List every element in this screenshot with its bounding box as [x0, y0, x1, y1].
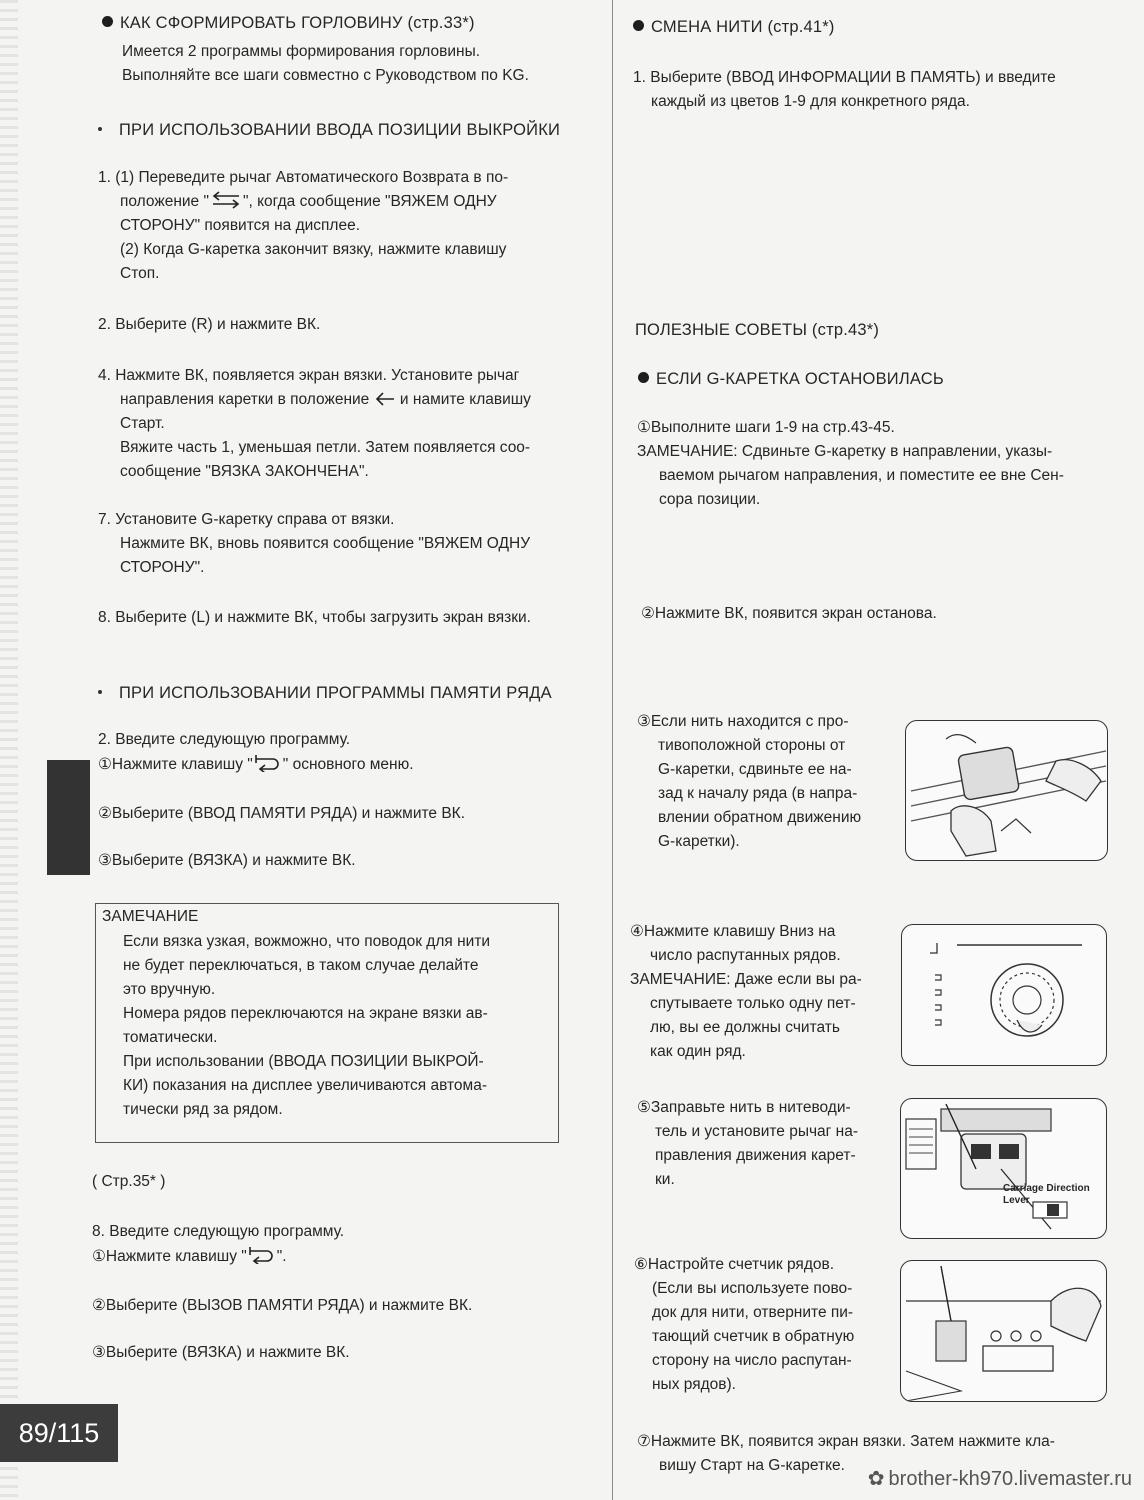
- tip-step-6: ⑥Настройте счетчик рядов. (Если вы используете пово- док для нити, отверните пи- тающий счетчик в обратную сторону на число распутан- ных рядов).: [634, 1256, 855, 1393]
- figure-row-counter: [900, 1260, 1107, 1402]
- dot-icon: [98, 127, 102, 131]
- left-arrow-icon: [374, 391, 396, 407]
- page-reference-35: ( Стр.35* ): [92, 1173, 166, 1190]
- heading-yarn-change: СМЕНА НИТИ (стр.41*): [633, 15, 835, 39]
- recall-substep-1: ①Нажмите клавишу " ".: [92, 1248, 287, 1265]
- tip-step-4: ④Нажмите клавишу Вниз на число распутанных рядов. ЗАМЕЧАНИЕ: Даже если вы ра- спутываете только одну пет- лю, вы ее должны считать как один ряд.: [630, 923, 862, 1060]
- fig5-caption: Carriage Direction Lever: [1003, 1183, 1090, 1206]
- yarn-feeder-illustration: [901, 1099, 1106, 1238]
- figure-carriage-hands: [905, 720, 1108, 861]
- heading-neckline: КАК СФОРМИРОВАТЬ ГОРЛОВИНУ (стр.33*): [102, 11, 475, 35]
- heading-carriage-stopped: ЕСЛИ G-КАРЕТКА ОСТАНОВИЛАСЬ: [638, 367, 944, 391]
- heading-useful-tips: ПОЛЕЗНЫЕ СОВЕТЫ (стр.43*): [635, 321, 880, 339]
- row-memory-substep-2: ②Выберите (ВВОД ПАМЯТИ РЯДА) и нажмите ВК.: [98, 805, 466, 822]
- heading-pattern-position: ПРИ ИСПОЛЬЗОВАНИИ ВВОДА ПОЗИЦИИ ВЫКРОЙКИ: [98, 118, 560, 142]
- menu-return-key-icon: [253, 754, 283, 772]
- column-divider: [612, 0, 613, 1500]
- row-memory-step-2: 2. Введите следующую программу.: [98, 731, 351, 748]
- step-2: 2. Выберите (R) и нажмите ВК.: [98, 316, 321, 333]
- section-tab-marker: [47, 760, 90, 875]
- tip-step-5: ⑤Заправьте нить в нитеводи- тель и установите рычаг на- правления движения карет- ки.: [637, 1099, 858, 1188]
- auto-return-arrows-icon: [209, 191, 243, 209]
- note-text: Если вязка узкая, вожможно, что поводок для нити не будет переключаться, в таком случае делайте это вручную. Номера рядов переключаются на экране вязки ав- томатически. При использовании (ВВОДА ПОЗИЦИИ ВЫКРОЙ- КИ) показания на дисплее увеличиваются автома- тически ряд за рядом.: [123, 933, 491, 1118]
- dot-icon: [98, 690, 102, 694]
- tip-step-2: ②Нажмите ВК, появится экран останова.: [641, 605, 937, 622]
- step-8: 8. Выберите (L) и нажмите ВК, чтобы загрузить экран вязки.: [98, 609, 531, 626]
- menu-return-key-icon: [247, 1246, 277, 1264]
- tip-step-3: ③Если нить находится с про- тивоположной стороны от G-каретки, сдвиньте ее на- зад к началу ряда (в напра- влении обратном движению G-каретки).: [637, 713, 862, 850]
- row-memory-substep-3: ③Выберите (ВЯЗКА) и нажмите ВК.: [98, 852, 356, 869]
- row-memory-substep-1: ①Нажмите клавишу " " основного меню.: [98, 756, 414, 773]
- bullet-icon: [102, 16, 113, 27]
- note-title: ЗАМЕЧАНИЕ: [102, 908, 199, 925]
- bullet-icon: [638, 372, 649, 383]
- carriage-hands-illustration: [906, 721, 1107, 860]
- row-counter-illustration: [901, 1261, 1106, 1401]
- step-1: 1. (1) Переведите рычаг Автоматического Возврата в по- положение " ", когда сообщение "ВЯЖЕМ ОДНУ СТОРОНУ" появится на дисплее. (2) Когда G-каретка закончит вязку, нажмите клавишу Стоп.: [98, 169, 509, 282]
- tip-step-1: ①Выполните шаги 1-9 на стр.43-45. ЗАМЕЧАНИЕ: Сдвиньте G-каретку в направлении, указы- ваемом рычагом направления, и поместите ее вне Сен- сора позиции.: [637, 419, 1064, 508]
- scan-edge: [0, 0, 18, 1500]
- neckline-intro: Имеется 2 программы формирования горловины. Выполняйте все шаги совместно с Руководством по KG.: [122, 43, 529, 84]
- recall-substep-3: ③Выберите (ВЯЗКА) и нажмите ВК.: [92, 1344, 350, 1361]
- figure-carriage-direction-lever: [900, 1098, 1107, 1239]
- watermark: ✿ brother-kh970.livemaster.ru: [867, 1468, 1132, 1490]
- recall-substep-2: ②Выберите (ВЫЗОВ ПАМЯТИ РЯДА) и нажмите ВК.: [92, 1297, 473, 1314]
- tip-step-7: ⑦Нажмите ВК, появится экран вязки. Затем нажмите кла- вишу Старт на G-каретке.: [637, 1433, 1055, 1474]
- step-7: 7. Установите G-каретку справа от вязки. Нажмите ВК, вновь появится сообщение "ВЯЖЕМ ОДНУ СТОРОНУ".: [98, 511, 531, 576]
- yarn-change-step-1: 1. Выберите (ВВОД ИНФОРМАЦИИ В ПАМЯТЬ) и введите каждый из цветов 1-9 для конкретного ряда.: [633, 69, 1056, 110]
- step-4: 4. Нажмите ВК, появляется экран вязки. Установите рычаг направления каретки в положение и намите клавишу Старт. Вяжите часть 1, уменьшая петли. Затем появляется соо- сообщение "ВЯЗКА ЗАКОНЧЕНА".: [98, 367, 531, 480]
- heading-row-memory: ПРИ ИСПОЛЬЗОВАНИИ ПРОГРАММЫ ПАМЯТИ РЯДА: [98, 681, 552, 705]
- flower-icon: ✿: [867, 1468, 885, 1490]
- control-dial-illustration: [902, 925, 1106, 1065]
- page-counter-badge: 89/115: [0, 1404, 118, 1462]
- bullet-icon: [633, 20, 644, 31]
- recall-step-8: 8. Введите следующую программу.: [92, 1223, 345, 1240]
- figure-control-panel-dial: [901, 924, 1107, 1066]
